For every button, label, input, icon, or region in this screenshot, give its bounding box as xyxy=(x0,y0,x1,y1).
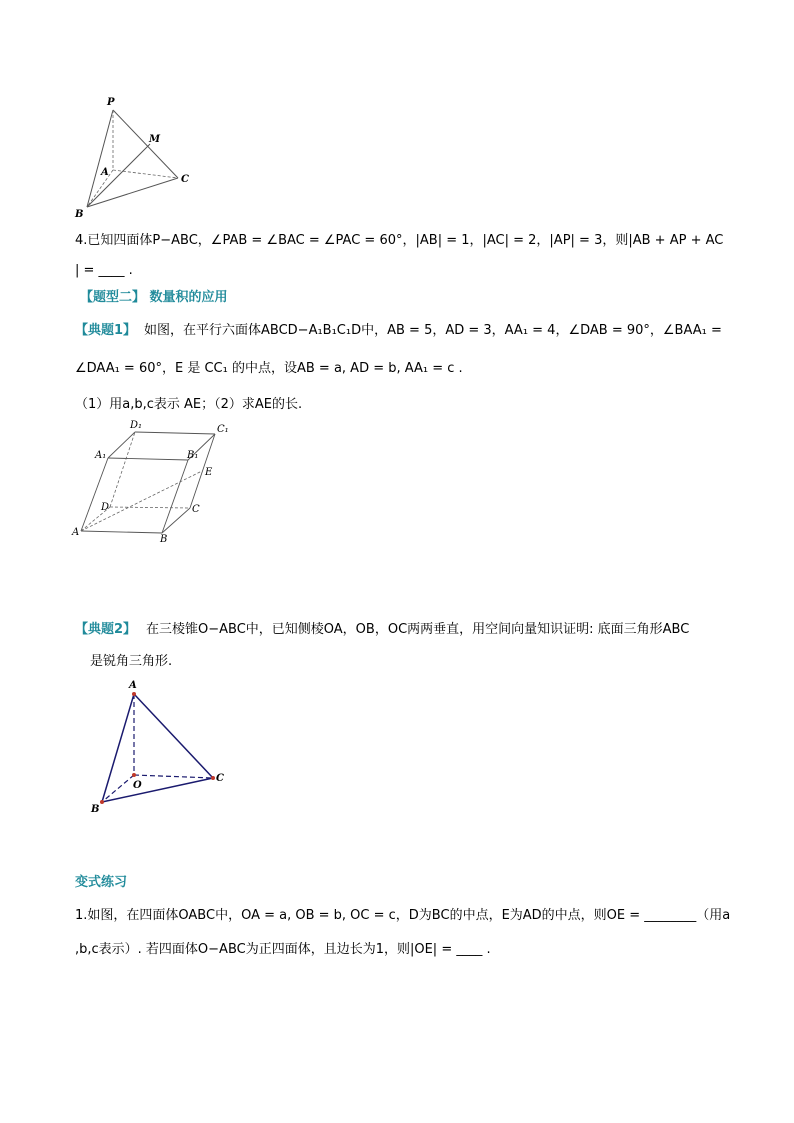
edge-pb xyxy=(87,110,113,207)
edge-d1-c1 xyxy=(135,432,215,434)
edge-oc xyxy=(134,775,213,778)
segment-a-e xyxy=(81,471,202,531)
example-2-tag: 【典题2】 xyxy=(75,622,137,637)
label-a1: A₁ xyxy=(95,450,107,461)
vertex-b xyxy=(100,800,104,804)
section-title: 【题型二】 数量积的应用 xyxy=(80,290,228,305)
label-a: A xyxy=(101,167,109,178)
example-1-line-2: ∠DAA₁ = 60°，E 是 CC₁ 的中点，设AB = a, AD = b, AA₁ = c . xyxy=(75,361,463,376)
label-d1: D₁ xyxy=(130,420,143,431)
label-p: P xyxy=(107,97,115,108)
label-b: B xyxy=(160,534,168,545)
example-1-tag: 【典题1】 xyxy=(75,323,137,338)
example-1-line-3: （1）用a,b,c表示 AE；（2）求AE的长. xyxy=(75,397,303,412)
edge-bm xyxy=(87,144,150,207)
vertex-o xyxy=(132,773,136,777)
example-1-line-1: 如图，在平行六面体ABCD−A₁B₁C₁D中，AB = 5，AD = 3，AA₁ = 4，∠DAB = 90°，∠BAA₁ = xyxy=(144,323,722,338)
variant-line-1: 1.如图，在四面体OABC中，OA = a, OB = b, OC = c，D为BC的中点，E为AD的中点，则OE = ________（用a xyxy=(75,908,731,923)
example-2-line-1: 在三棱锥O−ABC中，已知侧棱OA，OB，OC两两垂直，用空间向量知识证明: 底面三角形ABC xyxy=(146,622,690,637)
label-d: D xyxy=(101,502,110,513)
edge-ab xyxy=(87,170,113,207)
tetrahedron-oabc-figure xyxy=(85,677,235,817)
label-c: C xyxy=(192,504,200,515)
variant-title: 变式练习 xyxy=(75,875,128,890)
edge-ac xyxy=(134,694,213,778)
label-c: C xyxy=(216,773,224,784)
edge-pc xyxy=(113,110,178,178)
label-o: O xyxy=(133,780,142,791)
label-e: E xyxy=(205,467,213,478)
label-c: C xyxy=(181,174,189,185)
label-b1: B₁ xyxy=(187,450,199,461)
vertex-c xyxy=(211,776,215,780)
edge-bc xyxy=(102,778,213,802)
edge-a-b xyxy=(81,531,162,533)
label-b: B xyxy=(91,804,100,815)
question-4-line-2: | = ____ . xyxy=(75,263,133,278)
label-c1: C₁ xyxy=(217,424,229,435)
question-4-line-1: 4.已知四面体P−ABC，∠PAB = ∠BAC = ∠PAC = 60°，|AB| = 1，|AC| = 2，|AP| = 3，则|AB + AP + AC xyxy=(75,233,724,248)
label-b: B xyxy=(75,209,84,220)
label-a: A xyxy=(129,680,137,691)
edge-bc xyxy=(87,178,178,207)
vertex-a xyxy=(132,692,136,696)
edge-d-c xyxy=(110,507,190,508)
label-m: M xyxy=(149,134,161,145)
edge-ab xyxy=(102,694,134,802)
edge-b-b1 xyxy=(162,460,188,533)
tetrahedron-pabc-figure xyxy=(70,92,200,220)
example-2-line-2: 是锐角三角形. xyxy=(90,654,173,669)
variant-line-2: ,b,c表示）. 若四面体O−ABC为正四面体，且边长为1，则|OE| = ____ . xyxy=(75,942,491,957)
edge-b1-a1 xyxy=(108,458,188,460)
edge-d-d1 xyxy=(110,432,135,507)
label-a: A xyxy=(72,527,80,538)
parallelepiped-figure xyxy=(70,418,240,546)
